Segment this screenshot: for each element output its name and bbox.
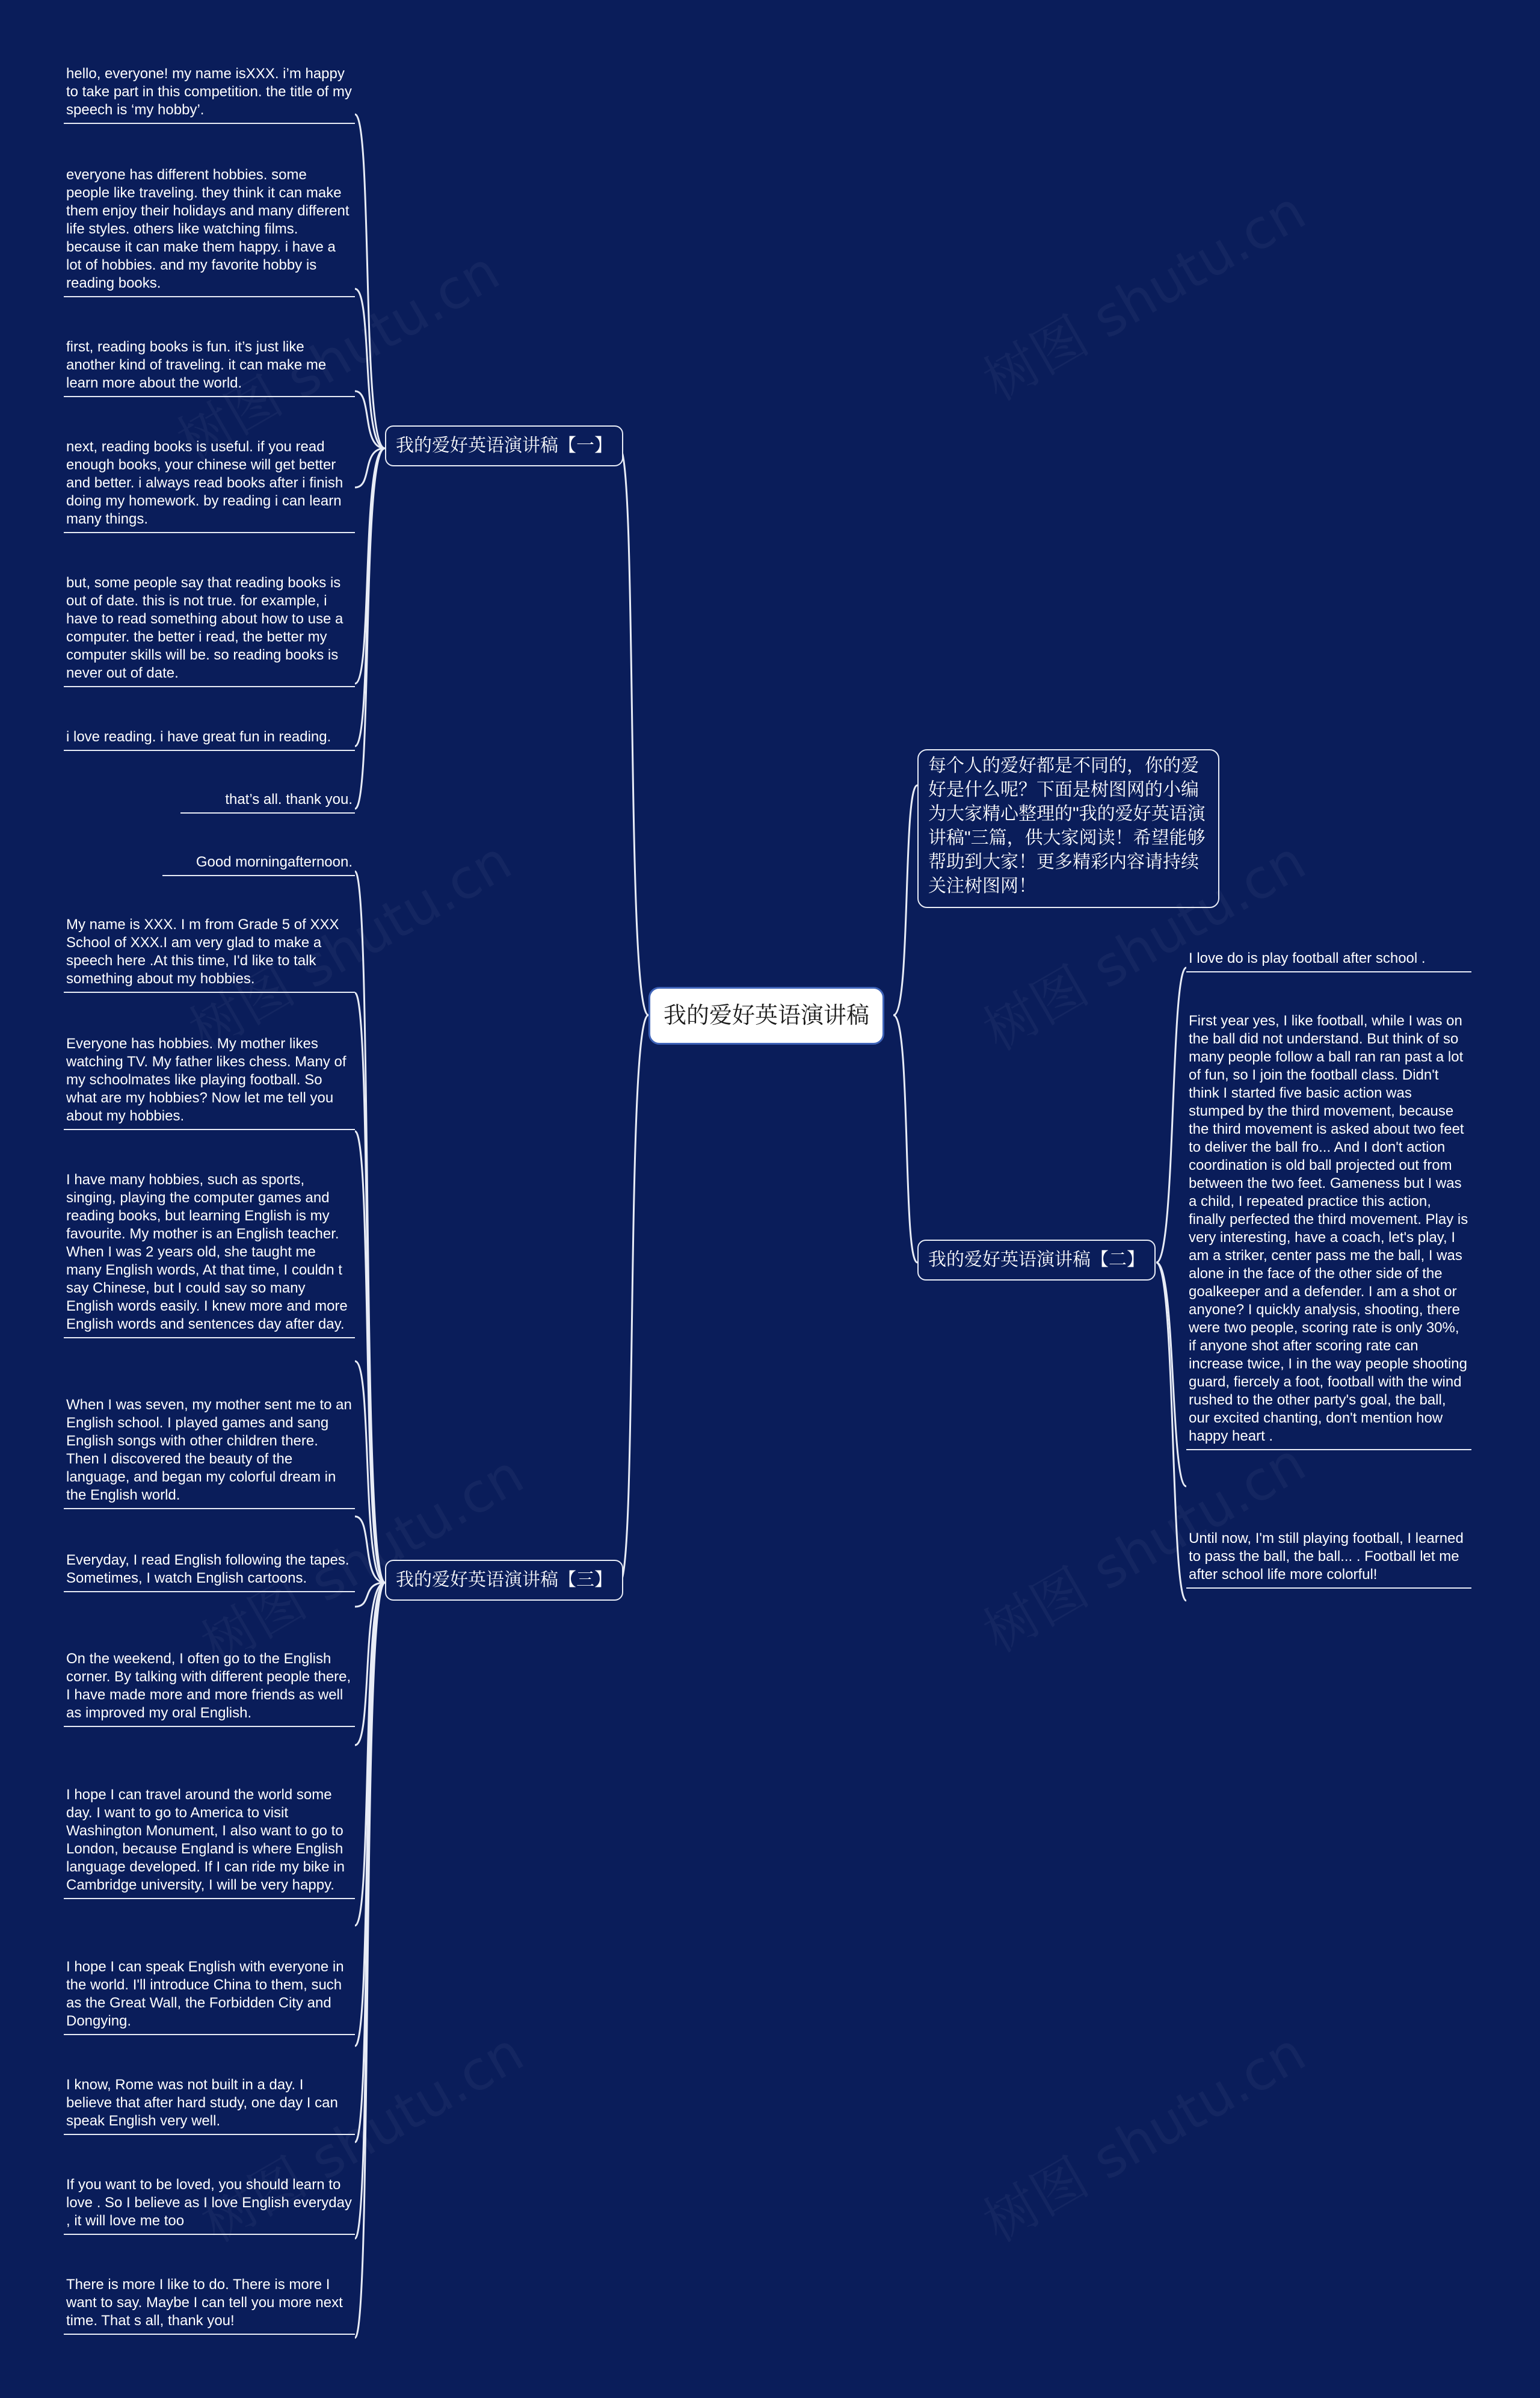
- leaf-text: i love reading. i have great fun in reading.: [66, 729, 331, 745]
- connector-b2-leaf: [1156, 968, 1186, 1262]
- leaf-node: [64, 573, 355, 687]
- connector-b3-leaf: [355, 871, 385, 1583]
- leaf-text: There is more I like to do. There is more I want to say. Maybe I can tell you more next time. That s all, thank you!: [66, 2276, 343, 2329]
- connector-b1-leaf: [355, 448, 385, 746]
- leaf-node: [64, 1034, 355, 1130]
- connector-b1-leaf: [355, 289, 385, 448]
- leaf-node: [64, 915, 355, 993]
- leaf-node: [1186, 1528, 1471, 1589]
- leaf-text: but, some people say that reading books is out of date. this is not true. for example, i have to read something about how to use a computer. the better i read, the better my computer skills will be. so reading books is never out of date.: [66, 575, 343, 681]
- leaf-node: [64, 1550, 355, 1592]
- leaf-node: [64, 2275, 355, 2335]
- leaf-text: I have many hobbies, such as sports, singing, playing the computer games and reading books, but learning English is my favourite. My mother is an English teacher. When I was 2 years old, she taught me many English words, At that time, I couldn t say Chinese, but I could say so many English words easily. I knew more and more English words and sentences day after day.: [66, 1172, 348, 1332]
- leaf-text: I hope I can travel around the world some day. I want to go to America to visit Washington Monument, I also want to go to London, because England is where English language developed. If I can ride my bike in Cambridge university, I will be very happy.: [66, 1787, 345, 1893]
- branch-label: 我的爱好英语演讲稿【三】: [396, 1570, 612, 1590]
- connector-b2-leaf: [1156, 1262, 1186, 1486]
- leaf-node: [64, 337, 355, 397]
- leaf-text: On the weekend, I often go to the English corner. By talking with different people there, I have made more and more friends as well as improved my oral English.: [66, 1651, 351, 1721]
- leaf-text: I love do is play football after school .: [1189, 950, 1426, 966]
- leaf-text: I hope I can speak English with everyone in the world. I'll introduce China to them, such as the Great Wall, the Forbidden City and Dongying.: [66, 1959, 344, 2029]
- leaf-text: If you want to be loved, you should learn to love . So I believe as I love English everyday , it will love me too: [66, 2177, 352, 2229]
- leaf-node: [64, 1170, 355, 1338]
- leaf-text: Good morningafternoon.: [196, 854, 353, 870]
- leaf-text: First year yes, I like football, while I was on the ball did not understand. But think of so many people follow a ball ran ran past a lot of fun, so I join the football class. Didn't think I started five basic action was stumped by the third movement, because the third movement is asked about two feet to deliver the ball fro... And I don't action coordination is old ball projected out from between the two feet. Gameness but I was a child, I repeated practice this action, finally perfected the third movement. Play is very interesting, have a coach, let's play, I am a striker, center pass me the ball, I was alone in the face of the other side of the goalkeeper and a defender. I am a shot or anyone? I quickly analysis, shooting, there were two people, scoring rate is only 30%, if anyone shot after scoring rate can increase twice, I in the way people shooting guard, fiercely a foot, football with the wind rushed to the other party's goal, the ball, our excited chanting, don't mention how happy heart .: [1189, 1013, 1468, 1444]
- leaf-node: [64, 2175, 355, 2235]
- leaf-node: [64, 1395, 355, 1509]
- leaf-node: [1186, 948, 1471, 972]
- leaf-node: [64, 727, 355, 751]
- branch-node-1[interactable]: [385, 425, 623, 466]
- leaf-node: [64, 437, 355, 533]
- leaf-node: [64, 1649, 355, 1727]
- leaf-node: [1186, 1011, 1471, 1450]
- leaf-text: Everyday, I read English following the tapes. Sometimes, I watch English cartoons.: [66, 1552, 350, 1586]
- leaf-node: [180, 790, 355, 814]
- connector-b3-leaf: [355, 993, 385, 1583]
- connector-b2-leaf: [1156, 1262, 1186, 1601]
- leaf-node: [64, 1785, 355, 1899]
- leaf-text: When I was seven, my mother sent me to an English school. I played games and sang English songs with other children there. Then I discovered the beauty of the language, and began my colorful dream in the English world.: [66, 1397, 352, 1503]
- leaf-node: [64, 165, 355, 297]
- leaf-text: I know, Rome was not built in a day. I believe that after hard study, one day I can speak English very well.: [66, 2077, 338, 2129]
- leaf-text: My name is XXX. I m from Grade 5 of XXX School of XXX.I am very glad to make a speech here .At this time, I'd like to talk something about my hobbies.: [66, 916, 339, 987]
- connector-root-branch3: [620, 1015, 648, 1583]
- root-node[interactable]: [648, 987, 884, 1045]
- connector-b1-leaf: [355, 448, 385, 809]
- leaf-text: Until now, I'm still playing football, I learned to pass the ball, the ball... . Football let me after school life more colorful!: [1189, 1530, 1464, 1583]
- branch-label: 我的爱好英语演讲稿【二】: [928, 1250, 1145, 1270]
- leaf-text: Everyone has hobbies. My mother likes watching TV. My father likes chess. Many of my schoolmates like playing football. So what are my hobbies? Now let me tell you about my hobbies.: [66, 1036, 346, 1124]
- branch-label: 我的爱好英语演讲稿【一】: [396, 436, 612, 456]
- leaf-node: [64, 1957, 355, 2035]
- leaf-text: hello, everyone! my name isXXX. i’m happy to take part in this competition. the title of my speech is ‘my hobby’.: [66, 66, 352, 118]
- intro-node[interactable]: [917, 749, 1219, 908]
- branch-node-2[interactable]: [917, 1240, 1156, 1281]
- connector-root-branch1: [620, 448, 648, 1015]
- leaf-text: that’s all. thank you.: [225, 791, 353, 808]
- leaf-node: [162, 852, 355, 876]
- leaf-text: next, reading books is useful. if you read enough books, your chinese will get better and better. i always read books after i finish doing my homework. by reading i can learn many things.: [66, 439, 343, 527]
- connector-root-branch2: [893, 1015, 917, 1262]
- leaf-text: first, reading books is fun. it’s just like another kind of traveling. it can make me learn more about the world.: [66, 339, 327, 391]
- intro-text: 每个人的爱好都是不同的，你的爱好是什么呢？下面是树图网的小编为大家精心整理的"我的爱好英语演讲稿"三篇，供大家阅读！希望能够帮助到大家！更多精彩内容请持续关注树图网！: [928, 756, 1206, 896]
- leaf-node: [64, 2075, 355, 2135]
- connector-root-intro: [893, 785, 917, 1015]
- root-label: 我的爱好英语演讲稿: [664, 1003, 870, 1028]
- leaf-node: [64, 64, 355, 124]
- branch-node-3[interactable]: [385, 1560, 623, 1601]
- leaf-text: everyone has different hobbies. some people like traveling. they think it can make them enjoy their holidays and many different life styles. others like watching films. because it can make them happy. i have a lot of hobbies. and my favorite hobby is reading books.: [66, 167, 350, 291]
